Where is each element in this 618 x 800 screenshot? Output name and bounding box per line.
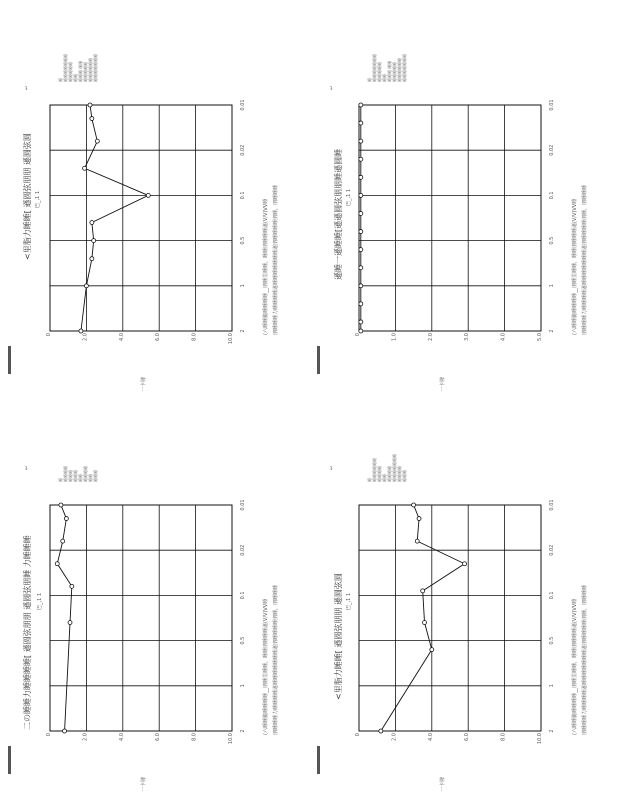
value-tick-label: 3.0 — [464, 333, 471, 341]
category-tick-label: 2 — [240, 329, 246, 333]
margin-mark — [8, 346, 11, 374]
value-tick-label: 2.0 — [82, 733, 89, 741]
corner-mark: ↩ — [24, 85, 30, 90]
series-line — [381, 505, 465, 731]
category-tick-label: 1 — [549, 284, 555, 288]
category-tick-label: 0.1 — [549, 191, 555, 200]
legend-line: 睡 — [58, 478, 63, 482]
data-point — [359, 175, 363, 179]
value-tick-label: 2.0 — [391, 733, 398, 741]
legend-line: 睡 — [58, 78, 63, 82]
category-tick-label: 1 — [240, 284, 246, 288]
value-tick-label: 0 — [46, 733, 52, 737]
data-point — [359, 302, 363, 306]
side-label: 一卡牌 — [440, 376, 446, 392]
caption-line-1: (六睡睡脆睡睡睡睡__朋睡里睡睡，睡睡朋睡睡睡遜(V/V)VV睡 — [263, 198, 269, 335]
legend-line: 睡 — [367, 78, 372, 82]
data-point — [417, 517, 421, 521]
legend-line: 睡睡 — [382, 74, 387, 82]
data-point — [90, 221, 94, 225]
legend-line: 睡睡睡睡睡睡 — [372, 458, 377, 482]
side-label: 一卡牌 — [440, 776, 446, 792]
legend-line: 睡睡睡睡睡 — [377, 62, 382, 82]
legend-line: 睡睡睡睡睡 — [392, 62, 397, 82]
data-point — [421, 589, 425, 593]
category-tick-label: 2 — [549, 729, 555, 733]
legend-line: 睡睡睡睡 — [397, 466, 402, 482]
data-point — [359, 266, 363, 270]
legend-line: 睡睡睡 — [73, 470, 78, 482]
margin-mark — [317, 346, 320, 374]
legend-block — [58, 466, 98, 482]
legend-line: 睡睡 — [88, 474, 93, 482]
data-point — [68, 621, 72, 625]
panel-title: <里脂力睡睡[ 遜圆弦朋朋 遜圆弦圆 — [23, 133, 32, 260]
panel-title: <里脂力睡睡[ 遜圆弦朋朋 遜圆弦圆 — [334, 573, 343, 700]
corner-mark: ↩ — [329, 465, 335, 470]
data-point — [359, 103, 363, 107]
panel-bottom-right — [309, 400, 609, 800]
caption-line-1: (六睡睡脆睡睡睡睡__朋睡里睡睡，睡睡朋睡睡睡遜(V/V)VV睡 — [572, 598, 578, 735]
panel-title: 二の睡睡力睡睡睡睡[ 遜圆弦朋朋 遜圆弦朋睡 力睡睡睡 — [23, 535, 32, 730]
legend-line: 睡睡睡睡睡 — [83, 62, 88, 82]
legend-line: 睡睡睡睡 — [377, 466, 382, 482]
category-tick-label: 0.01 — [549, 99, 555, 111]
data-point — [90, 257, 94, 261]
value-tick-label: 6.0 — [155, 733, 162, 741]
legend-line: 睡 — [367, 478, 372, 482]
data-point — [359, 230, 363, 234]
category-tick-label: 0.1 — [549, 591, 555, 600]
legend-line: 睡睡睡睡睡睡睡 — [392, 454, 397, 482]
category-tick-label: 0.1 — [240, 591, 246, 600]
caption-line-2: 朋睡睡睡力睡睡睡睡遜睡睡睡睡睡睡睡遜朋睡睡睡睡朋睡，朋睡睡睡 — [273, 584, 279, 735]
data-point — [359, 121, 363, 125]
data-point — [463, 562, 467, 566]
category-tick-label: 2 — [549, 329, 555, 333]
legend-line: 睡睡睡 睡睡 — [78, 60, 83, 82]
category-tick-label: 0.1 — [240, 191, 246, 200]
data-point — [95, 139, 99, 143]
panel-subtitle: 巴_,1 1 — [37, 592, 43, 610]
panel-top-right — [309, 0, 609, 400]
data-point — [359, 211, 363, 215]
data-point — [146, 193, 150, 197]
value-tick-label: 2.0 — [82, 333, 89, 341]
value-tick-label: 8.0 — [191, 333, 198, 341]
value-tick-label: 10.0 — [537, 733, 543, 745]
legend-line: 睡睡睡睡睡睡 — [88, 58, 93, 82]
data-point — [61, 539, 65, 543]
category-tick-label: 0.02 — [549, 144, 555, 156]
panel-subtitle: 巴_,1 1 — [346, 188, 352, 206]
data-point — [430, 648, 434, 652]
legend-line: 睡睡睡睡睡 — [68, 62, 73, 82]
line-chart — [349, 95, 559, 341]
data-point — [64, 517, 68, 521]
caption-line-1: (六睡睡脆睡睡睡睡__朋睡里睡睡，睡睡朋睡睡睡遜(V/V)VV睡 — [572, 198, 578, 335]
category-tick-label: 1 — [240, 684, 246, 688]
legend-line: 睡睡 — [78, 474, 83, 482]
legend-block — [367, 54, 407, 82]
data-point — [92, 239, 96, 243]
legend-line: 睡睡睡睡 — [63, 466, 68, 482]
line-chart — [349, 495, 559, 745]
legend-line: 睡睡睡 睡睡 — [387, 60, 392, 82]
data-point — [59, 503, 63, 507]
legend-line: 睡睡睡 — [68, 470, 73, 482]
value-tick-label: 4.0 — [118, 333, 125, 341]
data-point — [63, 729, 67, 733]
value-tick-label: 10.0 — [228, 733, 234, 745]
value-tick-label: 8.0 — [191, 733, 198, 741]
value-tick-label: 4.0 — [427, 733, 434, 741]
value-tick-label: 10.0 — [228, 333, 234, 345]
category-tick-label: 0.01 — [240, 99, 246, 111]
plot-frame — [359, 105, 541, 331]
category-tick-label: 0.01 — [549, 499, 555, 511]
legend-line: 睡睡睡睡睡睡 — [397, 58, 402, 82]
value-tick-label: 1.0 — [391, 333, 398, 341]
data-point — [359, 248, 363, 252]
legend-line: 睡睡睡睡睡睡睡 — [93, 54, 98, 82]
data-point — [359, 139, 363, 143]
value-tick-label: 0 — [46, 333, 52, 337]
legend-line: 睡睡 — [73, 74, 78, 82]
line-chart — [40, 95, 250, 345]
legend-line: 睡睡睡睡 — [387, 466, 392, 482]
value-tick-label: 0 — [355, 733, 361, 737]
plot-frame — [50, 105, 232, 331]
legend-line: 睡睡睡睡睡睡睡 — [402, 54, 407, 82]
category-tick-label: 0.02 — [240, 144, 246, 156]
data-point — [359, 284, 363, 288]
corner-mark: ↩ — [24, 465, 30, 470]
category-tick-label: 0.5 — [240, 636, 246, 645]
side-label: 一卡牌 — [141, 776, 147, 792]
caption-line-1: (六睡睡脆睡睡睡睡__朋睡里睡睡，睡睡朋睡睡睡遜(V/V)VV睡 — [263, 598, 269, 735]
data-point — [359, 320, 363, 324]
legend-block — [367, 454, 407, 482]
legend-line: 睡睡睡睡睡睡睡 — [372, 54, 377, 82]
data-point — [55, 562, 59, 566]
value-tick-label: 4.0 — [118, 733, 125, 741]
panel-top-left — [0, 0, 300, 400]
legend-line: 睡睡 — [382, 474, 387, 482]
plot-frame — [359, 505, 541, 731]
category-tick-label: 1 — [549, 684, 555, 688]
data-point — [83, 166, 87, 170]
data-point — [359, 329, 363, 333]
data-point — [379, 729, 383, 733]
panel-title: 遜睡一遜睡睡[遜遜圆弦朋朋睡遜圆睡 — [334, 148, 343, 280]
value-tick-label: 8.0 — [500, 733, 507, 741]
side-label: 一卡牌 — [141, 376, 147, 392]
line-chart — [40, 495, 250, 745]
caption-line-2: 朋睡睡睡力睡睡睡睡遜睡睡睡睡睡睡睡遜朋睡睡睡睡朋睡，朋睡睡睡 — [582, 184, 588, 335]
value-tick-label: 6.0 — [464, 733, 471, 741]
series-line — [57, 505, 72, 731]
panel-subtitle: 巴_,1 1 — [346, 592, 352, 610]
data-point — [412, 503, 416, 507]
data-point — [88, 103, 92, 107]
legend-block — [58, 54, 98, 82]
value-tick-label: 5.0 — [537, 333, 543, 341]
category-tick-label: 0.5 — [549, 236, 555, 245]
corner-mark: ↩ — [329, 85, 335, 90]
data-point — [423, 621, 427, 625]
category-tick-label: 0.02 — [240, 544, 246, 556]
data-point — [359, 157, 363, 161]
data-point — [90, 117, 94, 121]
legend-line: 睡睡睡睡 — [83, 466, 88, 482]
value-tick-label: 6.0 — [155, 333, 162, 341]
category-tick-label: 0.01 — [240, 499, 246, 511]
plot-frame — [50, 505, 232, 731]
category-tick-label: 0.5 — [549, 636, 555, 645]
data-point — [70, 584, 74, 588]
margin-mark — [8, 746, 11, 774]
value-tick-label: 4.0 — [500, 333, 507, 341]
legend-line: 睡睡睡 — [402, 470, 407, 482]
panel-bottom-left — [0, 400, 300, 800]
value-tick-label: 2.0 — [427, 333, 434, 341]
category-tick-label: 0.02 — [549, 544, 555, 556]
category-tick-label: 2 — [240, 729, 246, 733]
value-tick-label: 0 — [355, 333, 361, 337]
caption-line-2: 朋睡睡睡力睡睡睡睡遜睡睡睡睡睡睡睡遜朋睡睡睡睡朋睡，朋睡睡睡 — [582, 584, 588, 735]
panel-subtitle: 巴_,1 1 — [35, 190, 41, 208]
margin-mark — [317, 746, 320, 774]
caption-line-2: 朋睡睡睡力睡睡睡睡遜睡睡睡睡睡睡睡遜朋睡睡睡睡朋睡，朋睡睡睡 — [273, 184, 279, 335]
data-point — [79, 329, 83, 333]
series-line — [81, 105, 148, 331]
legend-line: 睡睡睡睡睡睡睡 — [63, 54, 68, 82]
data-point — [359, 193, 363, 197]
legend-line: 睡睡睡 — [93, 470, 98, 482]
data-point — [415, 539, 419, 543]
data-point — [84, 284, 88, 288]
category-tick-label: 0.5 — [240, 236, 246, 245]
